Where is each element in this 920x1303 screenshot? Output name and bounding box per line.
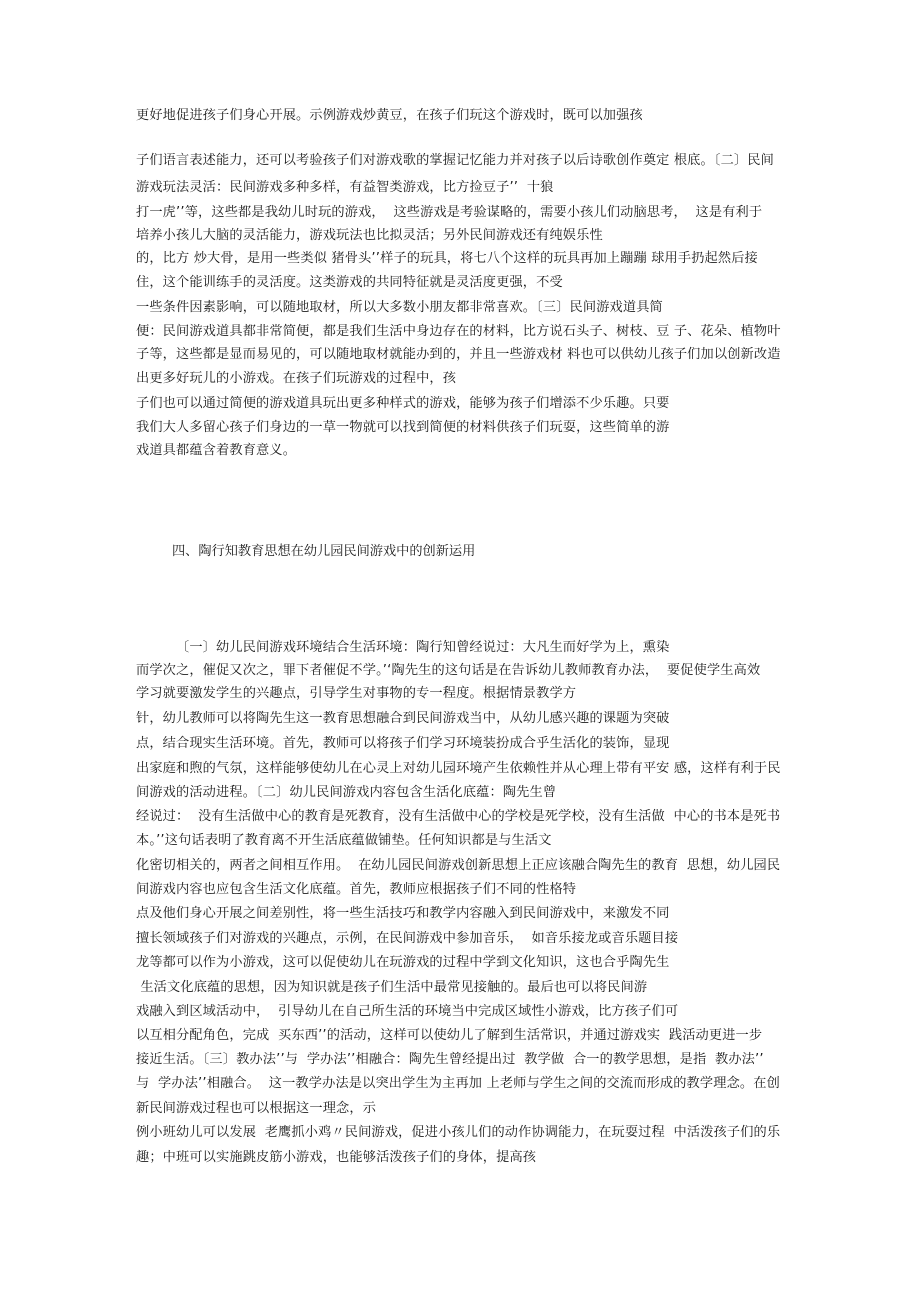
paragraph-line: 的，比方 炒大骨，是用一些类似 猪骨头’’样子的玩具，将七八个这样的玩具再加上蹦蹦 球用手扔起然后接 xyxy=(136,251,758,266)
paragraph-line: 龙等都可以作为小游戏，这可以促使幼儿在玩游戏的过程中学到文化知识，这也合乎陶先生 xyxy=(136,955,670,970)
paragraph-line: 培养小孩儿大脑的灵活能力，游戏玩法也比拟灵活；另外民间游戏还有纯娱乐性 xyxy=(136,228,603,243)
paragraph-line: 便：民间游戏道具都非常简便，都是我们生活中身边存在的材料，比方说石头子、树枝、豆 子、花朵、植物叶 xyxy=(136,324,781,339)
paragraph-line: 出家庭和煦的气氛，这样能够使幼儿在心灵上对幼儿园环境产生依赖性并从心理上带有平安 感，这样有利于民 xyxy=(136,761,781,776)
paragraph-line: 接近生活。〔三〕教办法’’与 学办法’’相融合：陶先生曾经提出过 教学做 合一的教学思想，是指 教办法’’ xyxy=(136,1052,764,1067)
paragraph-line: 针，幼儿教师可以将陶先生这一教育思想融合到民间游戏当中，从幼儿感兴趣的课题为突破 xyxy=(136,711,670,726)
paragraph-line: 擅长领域孩子们对游戏的兴趣点，示例，在民间游戏中参加音乐， 如音乐接龙或音乐题目接 xyxy=(136,931,679,946)
paragraph-line: 戏道具都蕴含着教育意义。 xyxy=(136,443,297,458)
paragraph-line: 本。’’这句话表明了教育离不开生活底蕴做铺垫。任何知识都是与生活文 xyxy=(136,833,552,848)
paragraph-line: 出更多好玩儿的小游戏。在孩子们玩游戏的过程中，孩 xyxy=(136,371,457,386)
paragraph-line: 子们语言表述能力，还可以考验孩子们对游戏歌的掌握记忆能力并对孩子以后诗歌创作奠定 根底。〔二〕民间 xyxy=(136,153,774,168)
paragraph-line: 学习就要激发学生的兴趣点，引导学生对事物的专一程度。根据情景教学方 xyxy=(136,686,577,701)
paragraph-line: 与 学办法’’相融合。 这一教学办法是以突出学生为主再加 上老师与学生之间的交流而形成的教学理念。在创 xyxy=(136,1076,780,1091)
paragraph-line: 游戏玩法灵活：民间游戏多种多样，有益智类游戏，比方捡豆子’’ 十狼 xyxy=(136,180,554,195)
paragraph-line: 更好地促进孩子们身心开展。示例游戏炒黄豆，在孩子们玩这个游戏时，既可以加强孩 xyxy=(136,108,643,123)
paragraph-line: 戏融入到区域活动中， 引导幼儿在自己所生活的环境当中完成区域性小游戏，比方孩子们可 xyxy=(136,1004,679,1019)
paragraph-line: 而学次之，催促又次之，罪下者催促不学。’‘陶先生的这句话是在告诉幼儿教师教育办法， 要促使学生高效 xyxy=(136,663,761,678)
paragraph-line: 经说过： 没有生活做中心的教育是死教育，没有生活做中心的学校是死学校，没有生活做 中心的书本是死书 xyxy=(136,809,781,824)
paragraph-line: 子们也可以通过简便的游戏道具玩出更多种样式的游戏，能够为孩子们增添不少乐趣。只要 xyxy=(136,396,670,411)
paragraph-line: 一些条件因素影响，可以随地取材，所以大多数小朋友都非常喜欢。〔三〕民间游戏道具简 xyxy=(136,300,663,315)
paragraph-line: 我们大人多留心孩子们身边的一草一物就可以找到简便的材料供孩子们玩耍，这些简单的游 xyxy=(136,420,670,435)
paragraph-line: 间游戏内容也应包含生活文化底蕴。首先，教师应根据孩子们不同的性格特 xyxy=(136,882,577,897)
paragraph-line: 例小班幼儿可以发展 老鹰抓小鸡〃民间游戏，促进小孩儿们的动作协调能力，在玩耍过程 中活泼孩子们的乐 xyxy=(136,1125,781,1140)
paragraph-line: 打一虎’’等，这些都是我幼儿时玩的游戏， 这些游戏是考验谋略的，需要小孩儿们动脑思考， 这是有利于 xyxy=(136,205,763,220)
paragraph-line: 趣；中班可以实施跳皮筋小游戏，也能够活泼孩子们的身体，提高孩 xyxy=(136,1150,537,1165)
paragraph-line: 生活文化底蕴的思想，因为知识就是孩子们生活中最常见接触的。最后也可以将民间游 xyxy=(136,980,648,995)
paragraph-line: 子等，这些都是显而易见的，可以随地取材就能办到的，并且一些游戏材 料也可以供幼儿孩子们加以创新改造 xyxy=(136,347,781,362)
section-heading: 四、陶行知教育思想在幼儿园民间游戏中的创新运用 xyxy=(172,544,476,559)
paragraph-line: 以互相分配角色，完成 买东西’’的活动，这样可以使幼儿了解到生活常识，并通过游戏实 践活动更进一步 xyxy=(136,1028,763,1043)
paragraph-line: 住，这个能训练手的灵活度。这类游戏的共同特征就是灵活度更强，不受 xyxy=(136,275,563,290)
paragraph-line: 间游戏的活动进程。〔二〕幼儿民间游戏内容包含生活化底蕴：陶先生曾 xyxy=(136,785,557,800)
paragraph-line: 点，结合现实生活环境。首先，教师可以将孩子们学习环境装扮成合乎生活化的装饰，显现 xyxy=(136,736,670,751)
paragraph-line: 点及他们身心开展之间差别性，将一些生活技巧和教学内容融入到民间游戏中，来激发不同 xyxy=(136,906,670,921)
paragraph-line: 化密切相关的，两者之间相互作用。 在幼儿园民间游戏创新思想上正应该融合陶先生的教育 思想，幼儿园民 xyxy=(136,858,781,873)
paragraph-line: 新民间游戏过程也可以根据这一理念，示 xyxy=(136,1101,377,1116)
paragraph-line: 〔一〕幼儿民间游戏环境结合生活环境：陶行知曾经说过：大凡生而好学为上，熏染 xyxy=(176,640,670,655)
